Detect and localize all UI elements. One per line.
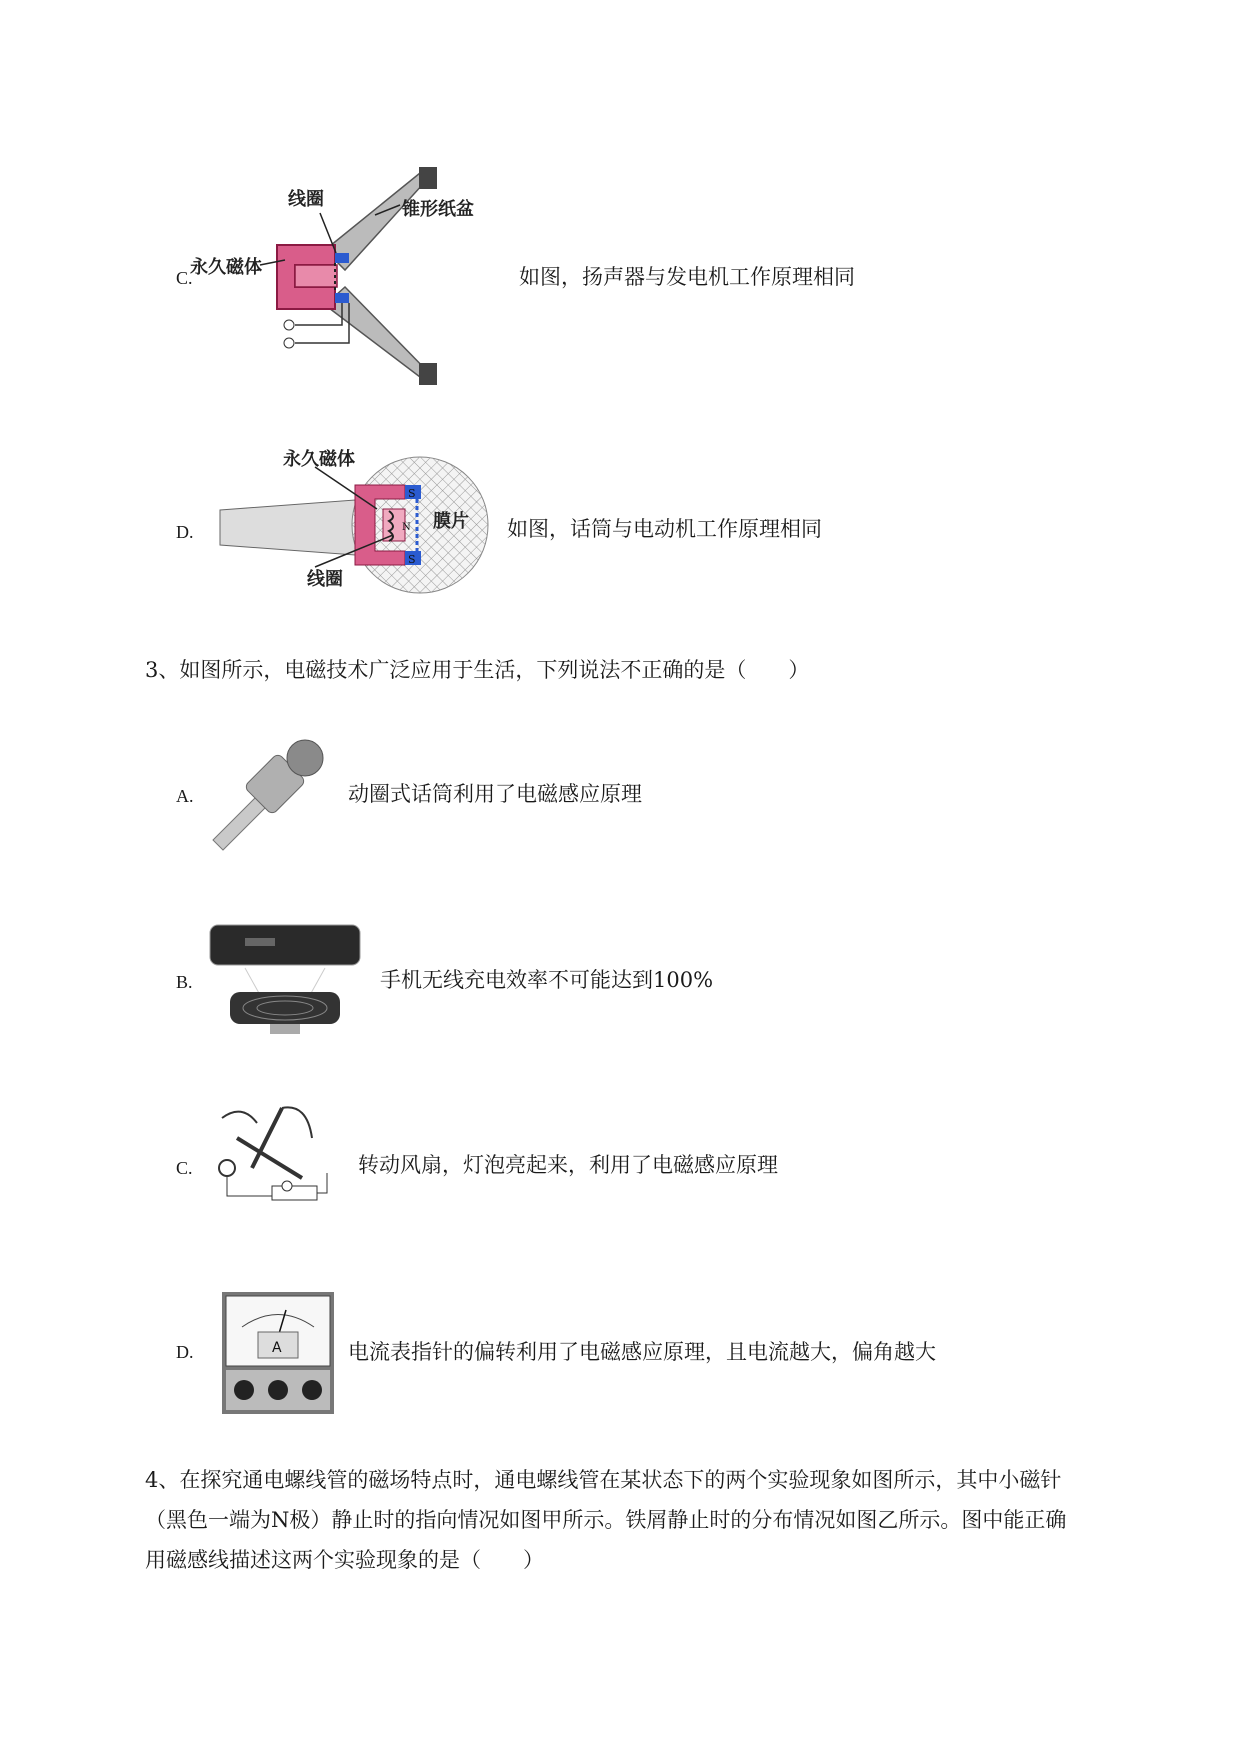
question-4-line-2: （黑色一端为N极）静止时的指向情况如图甲所示。铁屑静止时的分布情况如图乙所示。图中能正确 bbox=[145, 1508, 1067, 1532]
svg-text:N: N bbox=[402, 522, 411, 533]
label-coil: 线圈 bbox=[288, 189, 324, 210]
question-3-stem: 3、如图所示，电磁技术广泛应用于生活，下列说法不正确的是（ ） bbox=[145, 658, 810, 682]
ammeter-symbol: A bbox=[272, 1340, 282, 1356]
wireless-charger-image bbox=[205, 920, 365, 1040]
q3-option-d-letter: D. bbox=[176, 1342, 194, 1362]
svg-text:S: S bbox=[408, 487, 416, 500]
option-d-letter: D. bbox=[176, 522, 194, 542]
cone-rim-bottom bbox=[419, 363, 437, 385]
label-diaphragm: 膜片 bbox=[433, 511, 469, 532]
loudspeaker-diagram bbox=[190, 165, 495, 390]
handheld-microphone-image bbox=[205, 740, 335, 855]
q3-option-c-letter: C. bbox=[176, 1158, 193, 1178]
question-4-line-3: 用磁感线描述这两个实验现象的是（ ） bbox=[145, 1548, 544, 1572]
option-c-letter: C. bbox=[176, 268, 193, 288]
q3-option-b-text: 手机无线充电效率不可能达到100% bbox=[380, 968, 714, 992]
ammeter-image bbox=[222, 1292, 334, 1414]
q3-option-b-letter: B. bbox=[176, 972, 193, 992]
svg-text:S: S bbox=[408, 553, 416, 566]
microphone-diagram bbox=[205, 445, 495, 593]
label-magnet: 永久磁体 bbox=[283, 449, 355, 470]
label-cone: 锥形纸盆 bbox=[402, 199, 474, 220]
q3-option-a-text: 动圈式话筒利用了电磁感应原理 bbox=[348, 782, 642, 806]
option-d-text: 如图，话筒与电动机工作原理相同 bbox=[507, 517, 822, 541]
coil-bottom bbox=[335, 293, 349, 303]
handle bbox=[220, 500, 355, 555]
magnet-core bbox=[295, 265, 337, 287]
label-magnet: 永久磁体 bbox=[190, 257, 262, 278]
q3-option-a-letter: A. bbox=[176, 786, 194, 806]
fan-bulb-circuit-image bbox=[212, 1098, 342, 1218]
label-coil: 线圈 bbox=[307, 569, 343, 590]
coil-top bbox=[335, 253, 349, 263]
q3-option-d-text: 电流表指针的偏转利用了电磁感应原理，且电流越大，偏角越大 bbox=[348, 1340, 936, 1364]
q3-option-c-text: 转动风扇，灯泡亮起来，利用了电磁感应原理 bbox=[358, 1153, 778, 1177]
option-c-text: 如图，扬声器与发电机工作原理相同 bbox=[519, 265, 855, 289]
question-4-line-1: 4、在探究通电螺线管的磁场特点时，通电螺线管在某状态下的两个实验现象如图所示，其中小磁针 bbox=[145, 1468, 1062, 1492]
cone-rim-top bbox=[419, 167, 437, 189]
